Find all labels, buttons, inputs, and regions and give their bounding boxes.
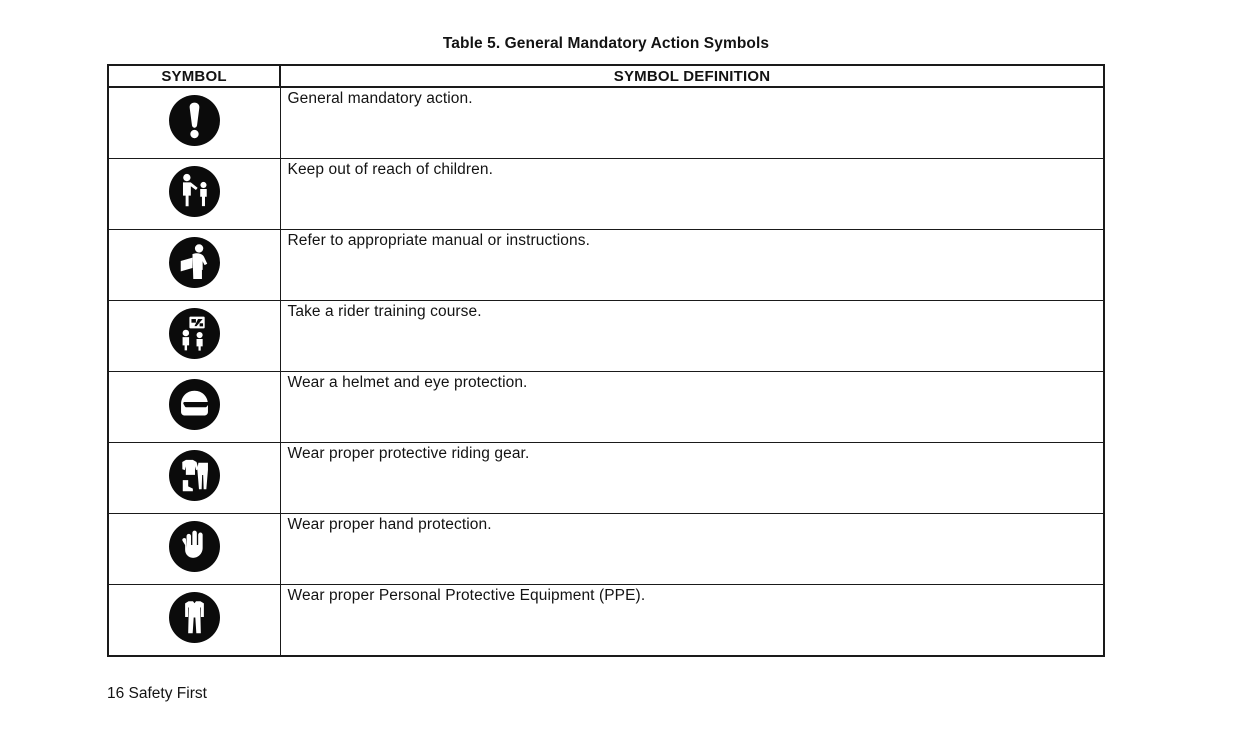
symbol-definition: Refer to appropriate manual or instructions. xyxy=(280,230,1104,301)
table-row xyxy=(108,87,1104,159)
table-header-row xyxy=(108,65,1104,87)
rider-training-icon xyxy=(168,307,221,360)
symbol-definition: Wear proper hand protection. xyxy=(280,514,1104,585)
table-row xyxy=(108,443,1104,514)
column-header-symbol-definition: SYMBOL DEFINITION xyxy=(280,65,1104,87)
mandatory-action-symbols-table xyxy=(107,64,1105,657)
table-row xyxy=(108,301,1104,372)
symbol-definition: General mandatory action. xyxy=(280,87,1104,159)
column-header-symbol: SYMBOL xyxy=(108,65,280,87)
glove-icon xyxy=(168,520,221,573)
page-title: Table 5. General Mandatory Action Symbols xyxy=(442,35,770,52)
ppe-suit-icon xyxy=(168,591,221,644)
symbol-definition: Wear proper protective riding gear. xyxy=(280,443,1104,514)
symbol-definition: Wear proper Personal Protective Equipment (PPE). xyxy=(280,585,1104,657)
keep-out-of-reach-of-children-icon xyxy=(168,165,221,218)
symbol-definition: Wear a helmet and eye protection. xyxy=(280,372,1104,443)
read-manual-icon xyxy=(168,236,221,289)
table-row xyxy=(108,230,1104,301)
riding-gear-icon xyxy=(168,449,221,502)
helmet-icon xyxy=(168,378,221,431)
table-row xyxy=(108,514,1104,585)
table-row xyxy=(108,585,1104,657)
symbol-definition: Take a rider training course. xyxy=(280,301,1104,372)
table-row xyxy=(108,159,1104,230)
page-footer: 16 Safety First xyxy=(107,685,207,702)
symbol-definition: Keep out of reach of children. xyxy=(280,159,1104,230)
table-row xyxy=(108,372,1104,443)
general-mandatory-action-exclamation-icon xyxy=(168,94,221,147)
